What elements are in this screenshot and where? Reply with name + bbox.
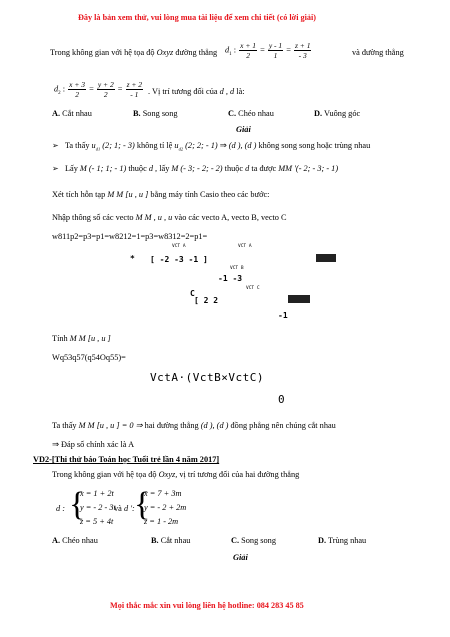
vct-a-row: [ -2 -3 -1 ] — [150, 255, 208, 264]
option-d[interactable]: D. Vuông góc — [314, 109, 361, 118]
d2-frac3: $\frac{z + 2}{- 1}$ — [126, 80, 143, 99]
footer-notice: Mọi thắc mắc xin vui lòng liên hệ hotline: 084 283 45 85 — [110, 601, 304, 610]
calculator-screen-2 — [150, 368, 310, 408]
conclusion-line: Ta thấy M M [u , u ] = 0 ⇒ hai đường thẳng (d ), (d ) đồng phẳng nên chúng cắt nhau — [52, 421, 336, 430]
header-notice: Đây là bản xem thử, vui lòng mua tài liệu để xem chi tiết (có lời giải) — [78, 13, 317, 22]
d2-frac2: $\frac{y + 2}{2}$ — [97, 80, 114, 99]
input-line: Nhập thông số các vecto M M , u , u vào các vecto A, vecto B, vecto C — [52, 213, 287, 222]
vct-a-label-2: VCT A — [238, 244, 252, 249]
line1-end: và đường thẳng — [352, 48, 404, 57]
problem2-title: VD2-[Thi thử báo Toán học Tuổi trẻ lần 4 năm 2017] — [33, 455, 220, 464]
bullet-arrow-icon: ➢ — [52, 141, 59, 150]
solution-label-1: Giải — [236, 125, 251, 134]
d-eq-y: y = - 2 - 3t — [80, 503, 116, 512]
d1-frac3: $\frac{z + 1}{- 3}$ — [295, 41, 311, 60]
vct-a-label: VCT A — [172, 244, 186, 249]
dp-eq-x: x = 7 + 3m — [144, 489, 182, 498]
left-brace-icon: { — [69, 486, 86, 523]
answer-line — [52, 439, 134, 450]
d1-frac2: $\frac{y - 1}{1}$ — [268, 41, 283, 60]
dp-label: d ': — [124, 504, 135, 513]
calculator-screen-1 — [120, 244, 350, 322]
problem2-line1: Trong không gian với hệ tọa độ Oxyz, vị trí tương đối của hai đường thẳng — [52, 470, 300, 479]
line2-end: . Vị trí tương đối của d , d là: — [148, 87, 245, 96]
dp-eq-z: z = 1 - 2m — [144, 517, 179, 526]
option-c[interactable]: C. Chéo nhau — [228, 109, 274, 118]
calc2-expression: VctA·(VctB×VctC) — [150, 371, 264, 384]
text: Trong không gian với hệ tọa độ — [50, 48, 155, 57]
cursor-block — [316, 254, 336, 262]
key-sequence-2: Wq53q57(q54Oq55)= — [52, 353, 126, 362]
vct-c-label: VCT C — [246, 286, 260, 291]
bullet-arrow-icon: ➢ — [52, 164, 59, 173]
c-letter: C — [190, 289, 195, 298]
vct-c-row: [ 2 2 — [194, 296, 219, 305]
p2-option-c[interactable]: C. Song song — [231, 536, 276, 545]
vct-b-label: VCT B — [230, 266, 244, 271]
d1-equation: $d_1$ : $\frac{x + 1}{2}$ = $\frac{y - 1}{1}$ = $\frac{z + 1}{- 3}$ — [225, 41, 311, 60]
problem1-line1 — [50, 47, 217, 58]
key-sequence-1: w811p2=p3=p1=w8212=1=p3=w8312=2=p1= — [52, 232, 208, 241]
calc2-result: 0 — [278, 393, 285, 406]
d1-sub: 1 — [229, 52, 232, 58]
left-brace-icon: { — [134, 486, 151, 523]
cursor-block-2 — [288, 295, 310, 303]
d-label: d : — [56, 504, 65, 513]
dp-eq-y: y = - 2 + 2m — [144, 503, 187, 512]
solution-label-2: Giải — [233, 553, 248, 562]
d1-frac1: $\frac{x + 1}{2}$ — [240, 41, 257, 60]
step2: ➢ Lấy M (- 1; 1; - 1) thuộc d , lấy M (- 3; - 2; - 2) thuộc d ta được MM '(- 2; - 3; - 1) — [52, 164, 339, 173]
d1-label: d — [225, 45, 230, 55]
d-eq-z: z = 5 + 4t — [80, 517, 114, 526]
option-a[interactable]: A. Cắt nhau — [52, 109, 92, 118]
vct-b-row: -1 -3 — [218, 274, 243, 283]
text: đường thẳng — [175, 48, 218, 57]
p2-option-a[interactable]: A. Chéo nhau — [52, 536, 98, 545]
p2-option-b[interactable]: B. Cắt nhau — [151, 536, 191, 545]
answer-text: ⇒ Đáp số chính xác là A — [52, 440, 135, 449]
oxyz-label: Oxyz — [156, 48, 174, 57]
compute-line: Tính M M [u , u ] — [52, 334, 111, 343]
d2-frac1: $\frac{x + 3}{2}$ — [69, 80, 86, 99]
vct-c-row2: -1 — [278, 311, 288, 320]
step1: ➢ Ta thấy $u_{d1}$ (2; 1; - 3) không tỉ lệ $u_{d2}$ (2; 2; - 1) ⇒ (d ), (d ) không song song hoặc trùng nhau — [52, 141, 371, 152]
and-word: và — [114, 504, 122, 513]
d-eq-x: x = 1 + 2t — [80, 489, 114, 498]
option-b[interactable]: B. Song song — [133, 109, 178, 118]
d2-equation: $d_2$ : $\frac{x + 3}{2}$ = $\frac{y + 2}{2}$ = $\frac{z + 2}{- 1}$ — [54, 80, 143, 99]
mixed-product-line: Xét tích hỗn tạp M M [u , u ] bằng máy tính Casio theo các bước: — [52, 190, 270, 199]
p2-option-d[interactable]: D. Trùng nhau — [318, 536, 367, 545]
star-icon: * — [130, 254, 135, 263]
